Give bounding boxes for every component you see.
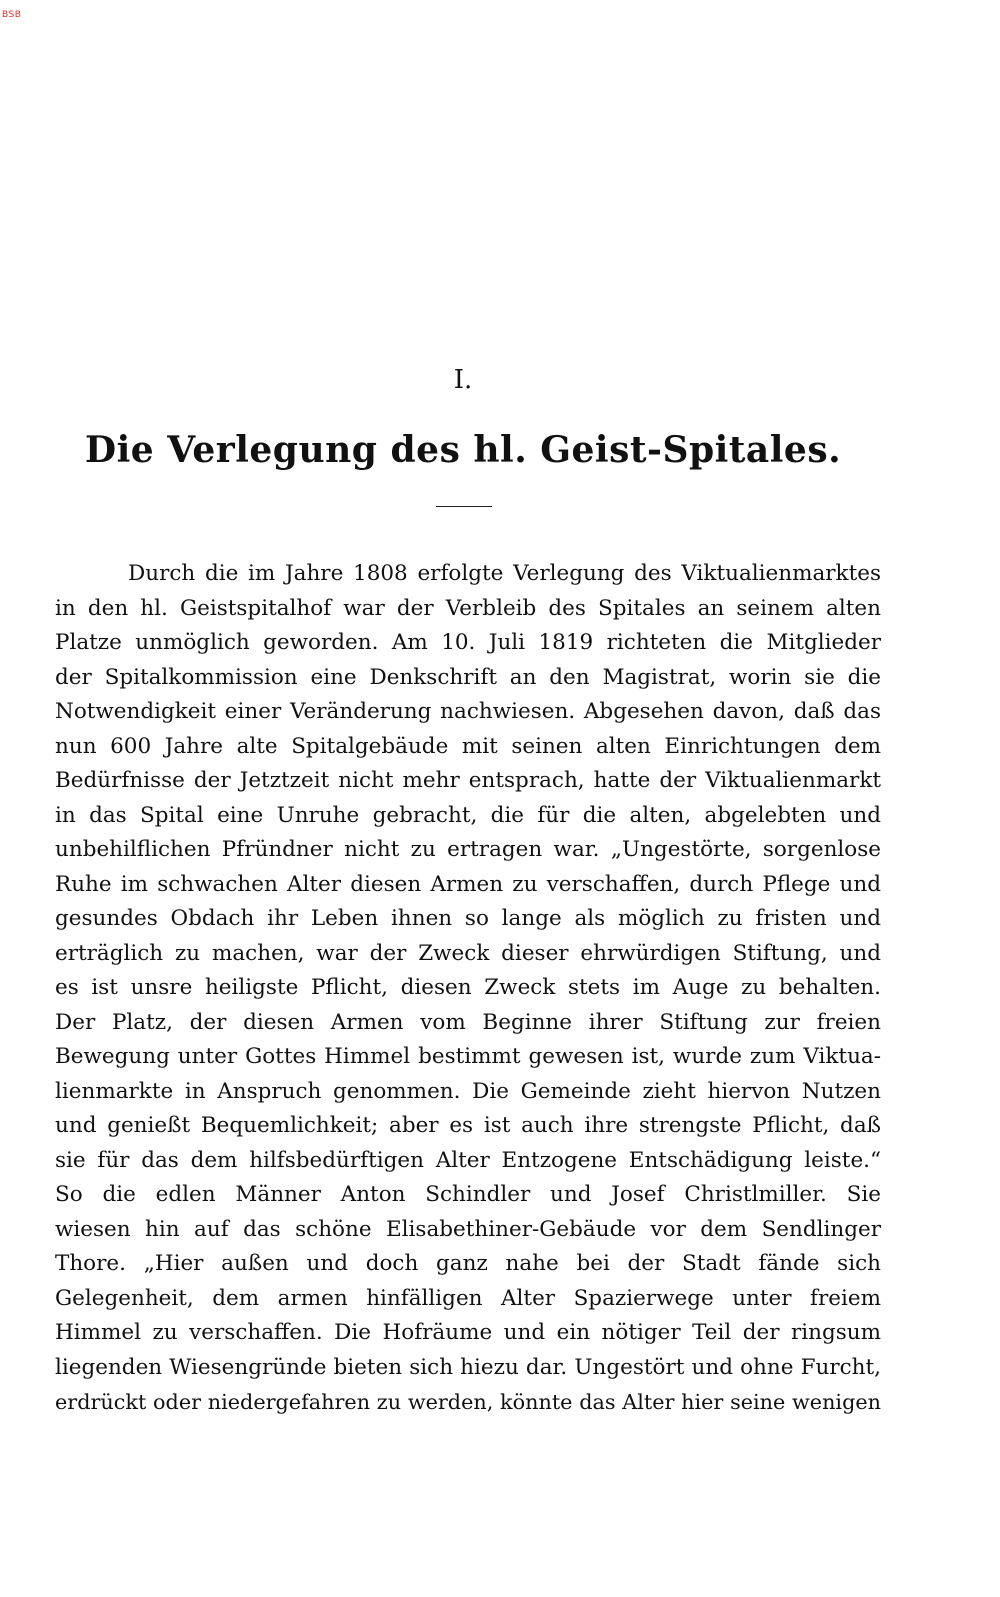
text-line: Bewegung unter Gottes Himmel bestimmt gewesen ist, wurde zum Viktua- (55, 1044, 881, 1069)
text-line: unbehilflichen Pfründner nicht zu ertragen war. „Ungestörte, sorgenlose (55, 837, 881, 862)
text-line: und genießt Bequemlichkeit; aber es ist auch ihre strengste Pflicht, daß (55, 1113, 881, 1138)
text-line: nun 600 Jahre alte Spitalgebäude mit seinen alten Einrichtungen dem (55, 733, 881, 759)
chapter-number: I. (453, 365, 473, 395)
text-line: wiesen hin auf das schöne Elisabethiner-Gebäude vor dem Sendlinger (55, 1216, 881, 1242)
text-line: Gelegenheit, dem armen hinfälligen Alter Spazierwege unter freiem (55, 1285, 881, 1311)
text-line: erträglich zu machen, war der Zweck dieser ehrwürdigen Stiftung, und (55, 940, 881, 966)
text-line: liegenden Wiesengründe bieten sich hiezu dar. Ungestört und ohne Furcht, (55, 1354, 881, 1380)
text-line: Bedürfnisse der Jetztzeit nicht mehr entsprach, hatte der Viktualienmarkt (55, 768, 881, 793)
text-line: der Spitalkommission eine Denkschrift an den Magistrat, worin sie die (55, 664, 881, 690)
text-line: gesundes Obdach ihr Leben ihnen so lange als möglich zu fristen und (55, 906, 881, 931)
text-line: sie für das dem hilfsbedürftigen Alter Entzogene Entschädigung leiste.“ (55, 1147, 881, 1173)
library-watermark: BSB (2, 10, 22, 20)
text-line: Thore. „Hier außen und doch ganz nahe bei der Stadt fände sich (55, 1251, 881, 1276)
text-line: Ruhe im schwachen Alter diesen Armen zu verschaffen, durch Pflege und (55, 871, 881, 897)
text-line: in den hl. Geistspitalhof war der Verbleib des Spitales an seinem alten (55, 595, 881, 621)
chapter-title: Die Verlegung des hl. Geist-Spitales. (84, 429, 842, 471)
text-line: Notwendigkeit einer Veränderung nachwiesen. Abgesehen davon, daß das (55, 699, 881, 724)
text-line: Der Platz, der diesen Armen vom Beginne ihrer Stiftung zur freien (55, 1009, 881, 1035)
title-divider (436, 506, 492, 507)
text-line: So die edlen Männer Anton Schindler und Josef Christlmiller. Sie (55, 1182, 881, 1207)
text-line: es ist unsre heiligste Pflicht, diesen Zweck stets im Auge zu behalten. (55, 975, 881, 1000)
text-line: Platze unmöglich geworden. Am 10. Juli 1819 richteten die Mitglieder (55, 630, 881, 655)
text-line: Himmel zu verschaffen. Die Hofräume und ein nötiger Teil der ringsum (55, 1320, 881, 1345)
text-line: lienmarkte in Anspruch genommen. Die Gemeinde zieht hiervon Nutzen (55, 1078, 881, 1104)
text-line: Durch die im Jahre 1808 erfolgte Verlegung des Viktualienmarktes (128, 561, 881, 586)
body-paragraph (55, 557, 881, 1420)
text-line: in das Spital eine Unruhe gebracht, die für die alten, abgelebten und (55, 802, 881, 828)
text-line: erdrückt oder niedergefahren zu werden, könnte das Alter hier seine wenigen (55, 1390, 881, 1414)
